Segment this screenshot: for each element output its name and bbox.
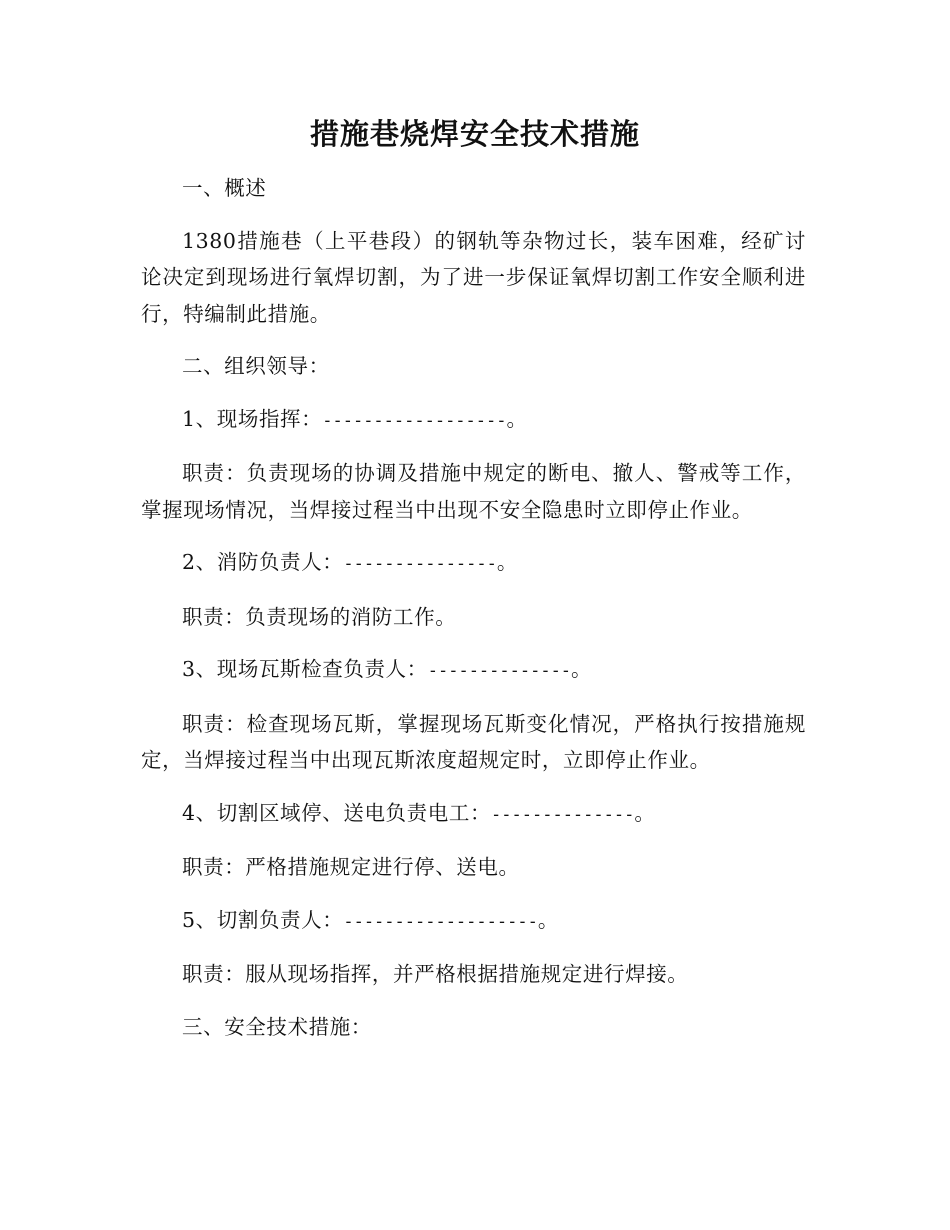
- overview-paragraph: 1380措施巷（上平巷段）的钢轨等杂物过长，装车困难，经矿讨论决定到现场进行氧焊切割，为了进一步保证氧焊切割工作安全顺利进行，特编制此措施。: [141, 228, 806, 326]
- section-heading-organization: 二、组织领导：: [182, 354, 330, 378]
- item-cutting-lead: [141, 902, 806, 941]
- blank-line: -------------------: [343, 911, 538, 932]
- blank-line: ---------------: [343, 554, 497, 574]
- item-end: 。: [571, 657, 593, 681]
- item-label: 4、切割区域停、送电负责电工：: [182, 800, 492, 825]
- item-end: 。: [506, 406, 528, 431]
- duty-cutting-lead: 职责：服从现场指挥，并严格根据措施规定进行焊接。: [182, 962, 689, 986]
- duty-site-commander: 职责：负责现场的协调及措施中规定的断电、撤人、警戒等工作，掌握现场情况，当焊接过程当中出现不安全隐患时立即停止作业。: [141, 461, 806, 522]
- document-body: [141, 170, 806, 1061]
- item-site-commander: [141, 401, 806, 440]
- item-label: 5、切割负责人：: [182, 907, 344, 932]
- section-heading-overview: 一、概述: [182, 176, 267, 200]
- item-electrician: [141, 795, 806, 834]
- duty-fire-officer: 职责：负责现场的消防工作。: [182, 604, 457, 629]
- blank-line: --------------: [491, 804, 635, 825]
- item-end: 。: [496, 550, 518, 574]
- duty-electrician: 职责：严格措施规定进行停、送电。: [182, 855, 520, 879]
- item-end: 。: [634, 800, 656, 825]
- item-fire-officer: [141, 544, 806, 583]
- blank-line: --------------: [427, 661, 572, 681]
- blank-line: ------------------: [322, 410, 507, 431]
- item-end: 。: [537, 907, 559, 932]
- document-title: 措施巷烧焊安全技术措施: [309, 117, 640, 151]
- item-label: 1、现场指挥：: [182, 406, 323, 431]
- item-label: 2、消防负责人：: [182, 550, 344, 574]
- section-heading-safety: 三、安全技术措施：: [182, 1014, 372, 1039]
- duty-gas-inspector: 职责：检查现场瓦斯，掌握现场瓦斯变化情况，严格执行按措施规定，当焊接过程当中出现瓦斯浓度超规定时，立即停止作业。: [141, 711, 806, 772]
- item-gas-inspector: [141, 651, 806, 690]
- item-label: 3、现场瓦斯检查负责人：: [182, 657, 428, 681]
